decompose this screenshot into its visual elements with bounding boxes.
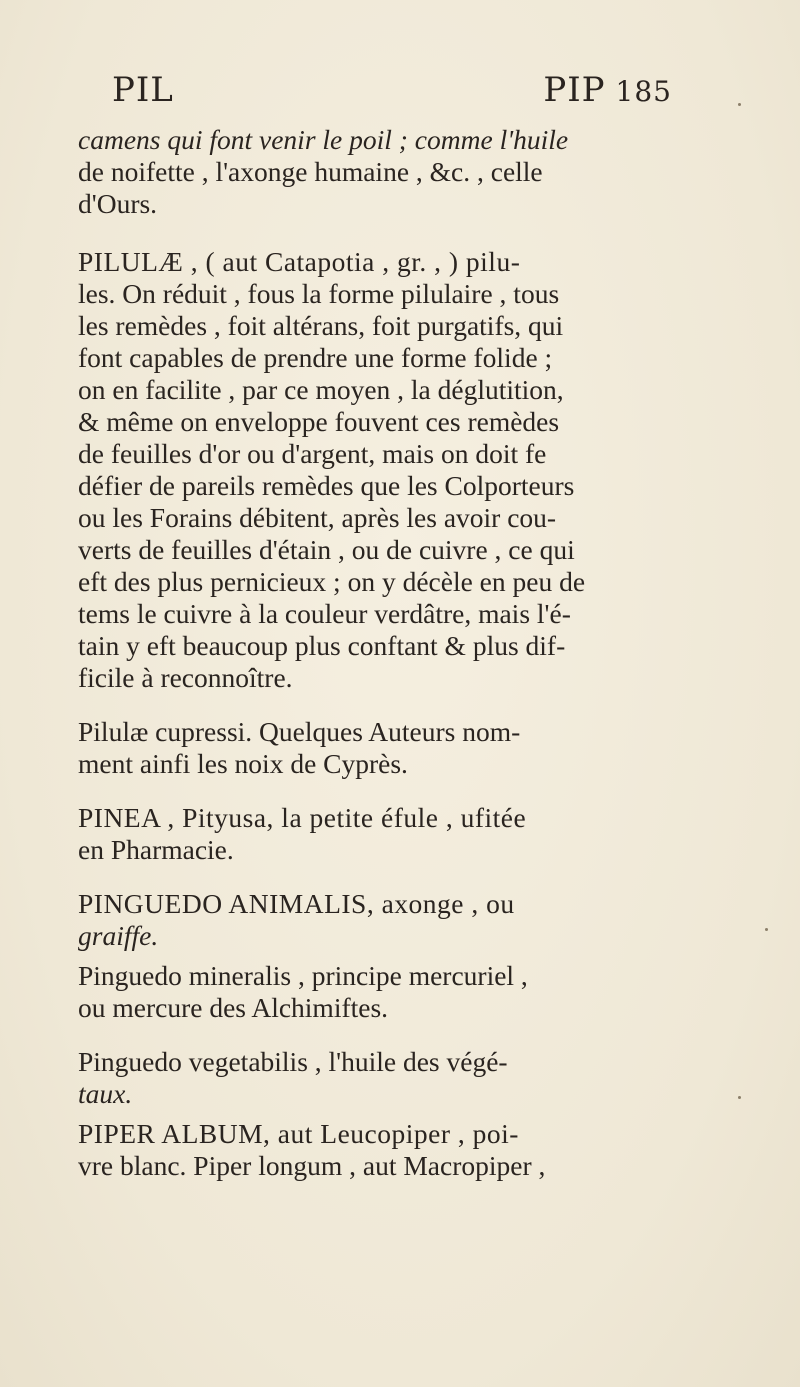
text-line: de feuilles d'or ou d'argent, mais on doit fe (78, 438, 547, 469)
entry-pinguedo-mineralis (78, 960, 742, 1024)
text-line: ou les Forains débitent, après les avoir cou- (78, 502, 557, 533)
italic-text: taux. (78, 1078, 133, 1109)
header-left-guideword: PIL (112, 70, 174, 110)
text-line: tain y eft beaucoup plus conftant & plus dif- (78, 630, 566, 661)
text-line (78, 1078, 742, 1110)
running-header (112, 70, 672, 120)
text-line: en Pharmacie. (78, 834, 234, 865)
entry-headword-line: Pinguedo mineralis , principe mercuriel , (78, 960, 528, 991)
text-line: défier de pareils remèdes que les Colporteurs (78, 470, 575, 501)
entry-piper-album (78, 1118, 742, 1182)
entry-pilulae-cupressi (78, 716, 742, 780)
text-line: on en facilite , par ce moyen , la déglutition, (78, 374, 564, 405)
entry-headword-line: PINEA , Pityusa, la petite éfule , ufitée (78, 802, 527, 833)
text-line: eft des plus pernicieux ; on y décèle en peu de (78, 566, 586, 597)
entry-pinguedo-vegetabilis (78, 1046, 742, 1110)
text-line: tems le cuivre à la couleur verdâtre, mais l'é- (78, 598, 571, 629)
entry-pinea (78, 802, 742, 866)
entry-pilulae (78, 246, 742, 694)
text-line: font capables de prendre une forme folide ; (78, 342, 553, 373)
italic-text: camens qui font venir le poil ; comme l'huile (78, 124, 569, 155)
text-line (78, 920, 742, 952)
dictionary-body (78, 124, 742, 1204)
text-line: les. On réduit , fous la forme pilulaire , tous (78, 278, 560, 309)
entry-headword-line: PINGUEDO ANIMALIS, axonge , ou (78, 888, 515, 919)
text-line: les remèdes , foit altérans, foit purgatifs, qui (78, 310, 564, 341)
paper-speck (738, 1096, 741, 1099)
text-line: & même on enveloppe fouvent ces remèdes (78, 406, 560, 437)
text-line: verts de feuilles d'étain , ou de cuivre , ce qui (78, 534, 575, 565)
italic-text: graiffe. (78, 920, 159, 951)
entry-headword-line: PILULÆ , ( aut Catapotia , gr. , ) pilu- (78, 246, 521, 277)
entry-headword-line: Pinguedo vegetabilis , l'huile des végé- (78, 1046, 508, 1077)
header-right-guideword: PIP (543, 70, 606, 110)
text-line: de noifette , l'axonge humaine , &c. , celle (78, 156, 543, 187)
entry-continuation (78, 124, 742, 220)
entry-pinguedo-animalis (78, 888, 742, 952)
header-right-group (543, 70, 672, 110)
paper-speck (765, 928, 768, 931)
page-number: 185 (615, 75, 672, 108)
text-line: ment ainfi les noix de Cyprès. (78, 748, 408, 779)
entry-headword-line: Pilulæ cupressi. Quelques Auteurs nom- (78, 716, 521, 747)
text-line (78, 124, 742, 156)
text-line: vre blanc. Piper longum , aut Macropiper , (78, 1150, 546, 1181)
text-line: ou mercure des Alchimiftes. (78, 992, 389, 1023)
paper-speck (738, 103, 741, 106)
text-line: ficile à reconnoître. (78, 662, 293, 693)
entry-headword-line: PIPER ALBUM, aut Leucopiper , poi- (78, 1118, 519, 1149)
text-line: d'Ours. (78, 188, 158, 219)
